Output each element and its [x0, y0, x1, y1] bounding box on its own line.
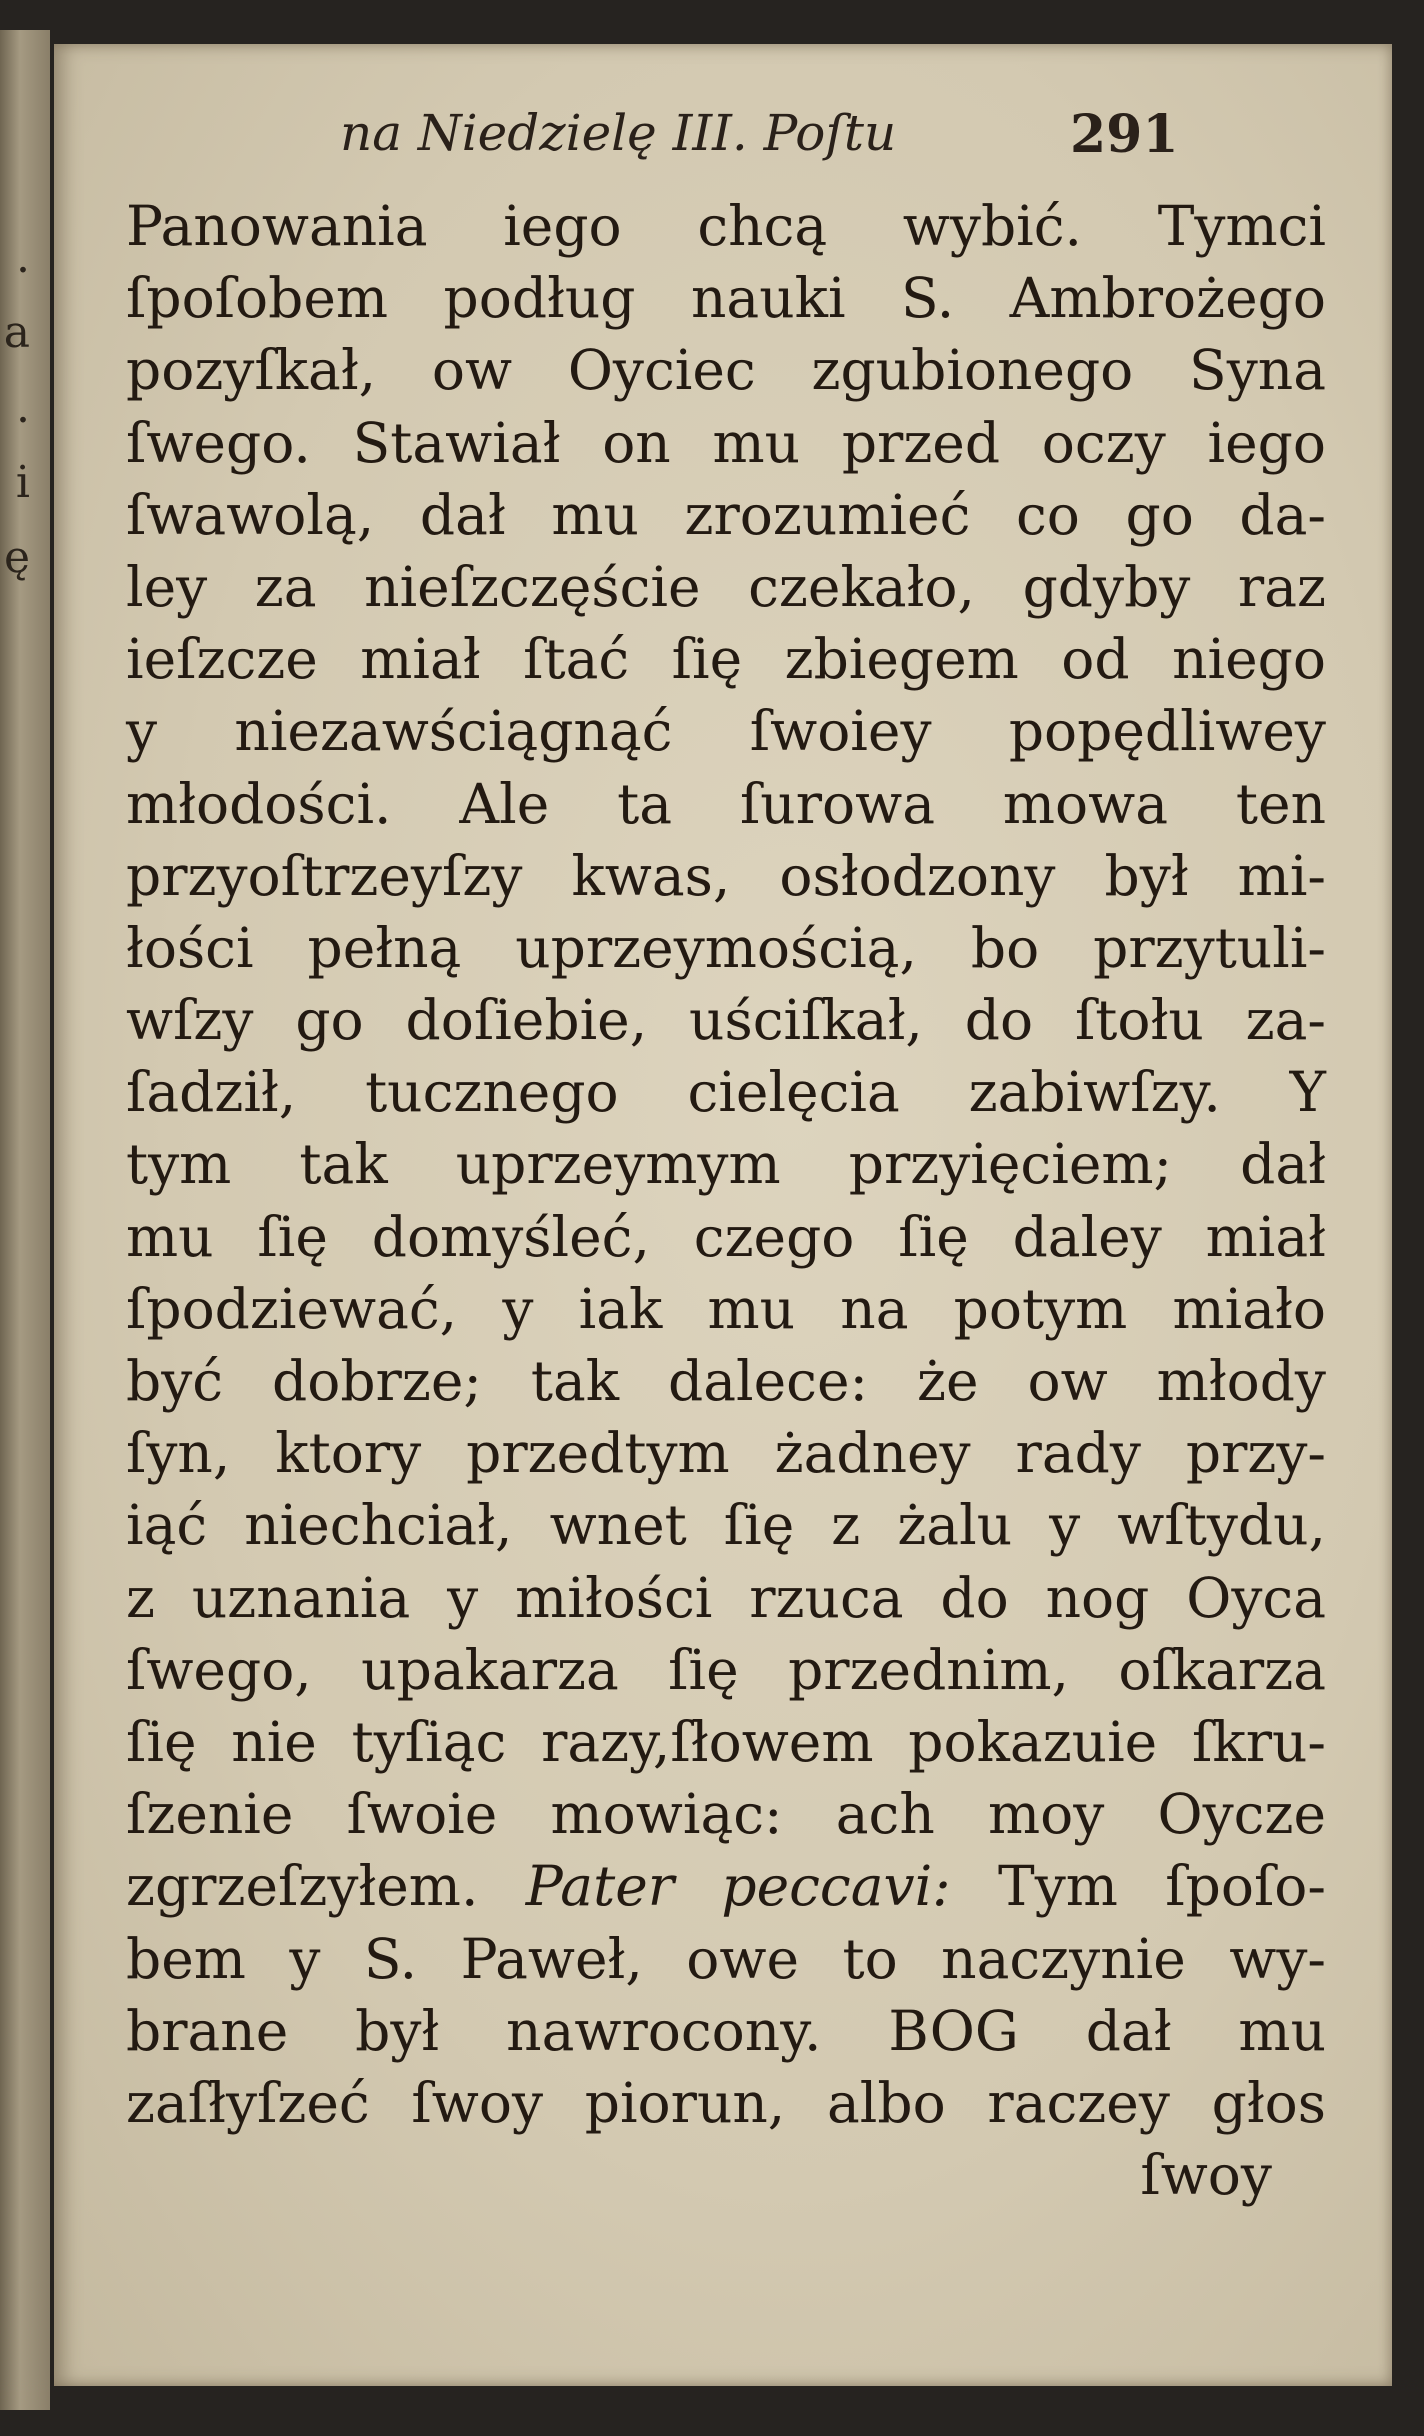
text-line: być dobrze; tak dalece: że ow młody: [126, 1349, 1326, 1413]
text-line: zaſłyſzeć ſwoy piorun, albo raczey głos: [126, 2070, 1326, 2135]
text-line: tym tak uprzeymym przyięciem; dał: [126, 1132, 1326, 1197]
text-line: ieſzcze miał ſtać ſię zbiegem od niego: [126, 627, 1326, 692]
line-start: zgrzeſzyłem.: [126, 1854, 479, 1919]
text-line: ſpodziewać, y iak mu na potym miało: [126, 1276, 1326, 1341]
previous-page-edge: [0, 30, 50, 2410]
text-line: z uznania y miłości rzuca do nog Oyca: [126, 1565, 1326, 1630]
text-line: ſwego, upakarza ſię przednim, oſkarza: [126, 1637, 1326, 1702]
text-line: iąć niechciał, wnet ſię z żalu y wſtydu,: [126, 1493, 1326, 1558]
edge-letter: a: [3, 307, 30, 358]
latin-phrase: Pater peccavi:: [525, 1854, 951, 1919]
line-tail: Tym ſpoſo-: [998, 1854, 1326, 1919]
text-line: mu ſię domyśleć, czego ſię daley miał: [126, 1204, 1326, 1269]
edge-letter: .: [16, 232, 30, 283]
text-line: łości pełną uprzeymością, bo przytuli-: [126, 915, 1326, 980]
text-line: przyoſtrzeyſzy kwas, osłodzony był mi-: [126, 843, 1326, 908]
text-line: y niezawściągnąć ſwoiey popędliwey: [126, 699, 1326, 764]
text-line: ſyn, ktory przedtym żadney rady przy-: [126, 1421, 1326, 1486]
page-number: 291: [1070, 104, 1179, 165]
text-line: ſię nie tyſiąc razy,ſłowem pokazuie ſkru-: [126, 1709, 1326, 1774]
text-line: brane był nawrocony. BOG dał mu: [126, 1998, 1326, 2063]
page-header: [54, 104, 1392, 194]
edge-letter: .: [16, 382, 30, 433]
text-line: ſwego. Stawiał on mu przed oczy iego: [126, 410, 1326, 475]
previous-page-letters: [0, 220, 30, 595]
running-head: na Niedzielę III. Poſtu: [340, 104, 897, 162]
body-text: [126, 190, 1326, 2211]
text-line: ley za nieſzczęście czekało, gdyby raz: [126, 554, 1326, 619]
text-line: ſzenie ſwoie mowiąc: ach moy Oycze: [126, 1782, 1326, 1847]
text-line-with-latin: [126, 1850, 1326, 1922]
text-line: Panowania iego chcą wybić. Tymci: [126, 194, 1326, 258]
text-line: młodości. Ale ta ſurowa mowa ten: [126, 771, 1326, 836]
text-line: bem y S. Paweł, owe to naczynie wy-: [126, 1926, 1326, 1991]
text-line: wſzy go doſiebie, uściſkał, do ſtołu za-: [126, 988, 1326, 1053]
text-line: pozyſkał, ow Oyciec zgubionego Syna: [126, 338, 1326, 403]
text-line: ſpoſobem podług nauki S. Ambrożego: [126, 266, 1326, 331]
book-page: [54, 44, 1392, 2386]
edge-letter: i: [15, 457, 30, 508]
catchword: ſwoy: [1140, 2143, 1272, 2208]
text-line: ſwawolą, dał mu zrozumieć co go da-: [126, 482, 1326, 547]
edge-letter: ę: [3, 532, 30, 583]
text-line: ſadził, tucznego cielęcia zabiwſzy. Y: [126, 1060, 1326, 1125]
